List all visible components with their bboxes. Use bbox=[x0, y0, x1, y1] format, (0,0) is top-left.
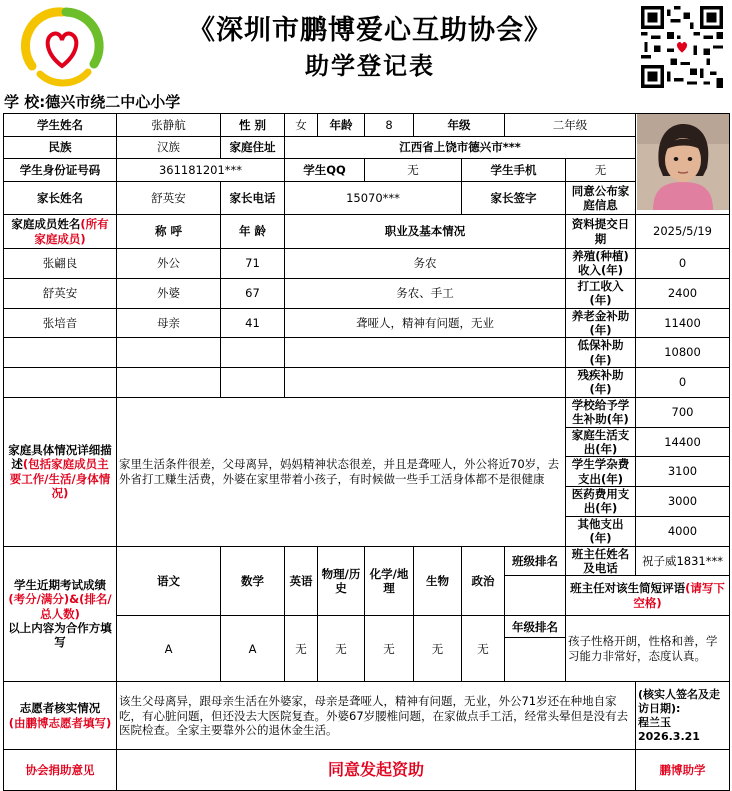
ethnic-label: 民族 bbox=[4, 137, 117, 159]
header bbox=[0, 0, 732, 92]
phone: 无 bbox=[566, 159, 636, 182]
address-label: 家庭住址 bbox=[221, 137, 285, 159]
class-rank-label: 班级排名 bbox=[505, 546, 566, 576]
member-name: 张翩良 bbox=[4, 249, 117, 279]
qq-label: 学生QQ bbox=[285, 159, 365, 182]
teacher-comment-label-a: 班主任对该生简短评语 bbox=[570, 581, 686, 596]
student-name: 张静航 bbox=[117, 114, 221, 137]
grade-rank-label: 年级排名 bbox=[505, 616, 566, 638]
teacher-label: 班主任姓名及电话 bbox=[566, 546, 636, 576]
finance-value: 0 bbox=[636, 249, 730, 279]
verify-label-b: (由鹏博志愿者填写) bbox=[8, 715, 112, 730]
finance-label: 低保补助(年) bbox=[566, 338, 636, 368]
subject-header: 生物 bbox=[414, 546, 462, 616]
title-line-1: 《深圳市鹏博爱心互助协会》 bbox=[188, 15, 552, 46]
finance-label: 打工收入(年) bbox=[566, 278, 636, 308]
teacher-comment-label bbox=[566, 576, 730, 616]
teacher-contact: 祝子威1831*** bbox=[636, 546, 730, 576]
id-number: 361181201*** bbox=[117, 159, 285, 182]
finance-value: 3100 bbox=[636, 457, 730, 487]
verify-label bbox=[4, 682, 117, 750]
subject-header: 英语 bbox=[285, 546, 318, 616]
verifier-name: 程兰玉 bbox=[638, 715, 671, 729]
opinion-text: 同意发起资助 bbox=[117, 750, 636, 791]
finance-label: 养老金补助(年) bbox=[566, 308, 636, 338]
situation-label-a: 家庭具体情况详细描述 bbox=[8, 442, 112, 472]
finance-label: 医药费用支出(年) bbox=[566, 487, 636, 517]
consent-text: 同意公布家庭信息 bbox=[566, 182, 636, 215]
parent-name: 舒英安 bbox=[117, 182, 221, 215]
exam-label-c: 以上内容为合作方填写 bbox=[8, 621, 112, 650]
grade: 二年级 bbox=[505, 114, 636, 137]
finance-value: 3000 bbox=[636, 487, 730, 517]
finance-label: 残疾补助(年) bbox=[566, 368, 636, 398]
registration-form bbox=[3, 113, 730, 791]
submit-date: 2025/5/19 bbox=[636, 215, 730, 249]
verify-signature bbox=[636, 682, 730, 750]
member-job: 务农、手工 bbox=[285, 278, 566, 308]
ethnic: 汉族 bbox=[117, 137, 221, 159]
verify-sign-label: (核实人签名及走访日期): bbox=[638, 688, 721, 715]
grade-label: 年级 bbox=[414, 114, 505, 137]
exam-label-a: 学生近期考试成绩 bbox=[14, 577, 106, 592]
qr-code bbox=[641, 6, 723, 88]
situation-label-b: (包括家庭成员主要工作/生活/身体情况) bbox=[9, 457, 111, 500]
student-photo bbox=[636, 114, 730, 215]
verify-text: 该生父母离异，跟母亲生活在外婆家，母亲是聋哑人，精神有问题，无业，外公71岁还在种地自家吃，有心脏问题，但还没去大医院复查。外婆67岁腰椎问题，在家做点手工活，经常头晕但是没有去医院检查。全家主要靠外公的退休金生活。 bbox=[117, 682, 636, 750]
finance-label: 学校给予学生补助(年) bbox=[566, 397, 636, 427]
age-label: 年龄 bbox=[318, 114, 365, 137]
school-line bbox=[4, 91, 180, 112]
member-name: 舒英安 bbox=[4, 278, 117, 308]
opinion-label: 协会捐助意见 bbox=[4, 750, 117, 791]
score: 无 bbox=[462, 616, 505, 682]
age: 8 bbox=[365, 114, 414, 137]
sex: 女 bbox=[285, 114, 318, 137]
sex-label: 性 别 bbox=[221, 114, 285, 137]
exam-label bbox=[4, 546, 117, 682]
member-relation: 母亲 bbox=[117, 308, 221, 338]
family-members-label-a: 家庭成员姓名 bbox=[11, 217, 81, 232]
teacher-comment: 孩子性格开朗，性格和善，学习能力非常好，态度认真。 bbox=[566, 616, 730, 682]
subject-header: 物理/历史 bbox=[318, 546, 365, 616]
subject-header: 语文 bbox=[117, 546, 221, 616]
situation-label bbox=[4, 397, 117, 546]
finance-value: 2400 bbox=[636, 278, 730, 308]
score: A bbox=[221, 616, 285, 682]
member-job: 聋哑人，精神有问题，无业 bbox=[285, 308, 566, 338]
score: A bbox=[117, 616, 221, 682]
finance-label: 养殖(种植)收入(年) bbox=[566, 249, 636, 279]
parent-sign-label: 家长签字 bbox=[462, 182, 566, 215]
subject-header: 政治 bbox=[462, 546, 505, 616]
member-age: 67 bbox=[221, 278, 285, 308]
finance-value: 700 bbox=[636, 397, 730, 427]
member-relation: 外公 bbox=[117, 249, 221, 279]
school-name: 德兴市绕二中心小学 bbox=[45, 93, 181, 111]
subject-header: 数学 bbox=[221, 546, 285, 616]
id-number-label: 学生身份证号码 bbox=[4, 159, 117, 182]
subject-header: 化学/地理 bbox=[365, 546, 414, 616]
finance-label: 其他支出(年) bbox=[566, 516, 636, 546]
title-line-2: 助学登记表 bbox=[305, 51, 435, 80]
org-name: 鹏博助学 bbox=[636, 750, 730, 791]
phone-label: 学生手机 bbox=[462, 159, 566, 182]
finance-value: 10800 bbox=[636, 338, 730, 368]
verify-date: 2026.3.21 bbox=[638, 729, 700, 743]
member-relation: 外婆 bbox=[117, 278, 221, 308]
finance-value: 0 bbox=[636, 368, 730, 398]
finance-value: 14400 bbox=[636, 427, 730, 457]
parent-phone: 15070*** bbox=[285, 182, 462, 215]
score: 无 bbox=[318, 616, 365, 682]
member-age: 71 bbox=[221, 249, 285, 279]
score: 无 bbox=[414, 616, 462, 682]
exam-label-b: (考分/满分)&(排名/总人数) bbox=[8, 592, 112, 621]
finance-label: 学生学杂费支出(年) bbox=[566, 457, 636, 487]
member-age: 41 bbox=[221, 308, 285, 338]
age-header: 年 龄 bbox=[221, 215, 285, 249]
qq: 无 bbox=[365, 159, 462, 182]
finance-value: 4000 bbox=[636, 516, 730, 546]
submit-date-label: 资料提交日期 bbox=[566, 215, 636, 249]
teacher-comment-label-b: (请写下空格) bbox=[633, 581, 725, 610]
family-members-label-b: (所有家庭成员) bbox=[34, 217, 109, 246]
situation-text: 家里生活条件很差，父母离异，妈妈精神状态很差，并且是聋哑人，外公将近70岁，去外省打工赚生活费，外婆在家里带着小孩子，有时候做一些手工活身体都不是很健康 bbox=[117, 397, 566, 546]
parent-name-label: 家长姓名 bbox=[4, 182, 117, 215]
student-name-label: 学生姓名 bbox=[4, 114, 117, 137]
address: 江西省上饶市德兴市*** bbox=[285, 137, 636, 159]
member-job: 务农 bbox=[285, 249, 566, 279]
job-header: 职业及基本情况 bbox=[285, 215, 566, 249]
finance-value: 11400 bbox=[636, 308, 730, 338]
relation-header: 称 呼 bbox=[117, 215, 221, 249]
verify-label-a: 志愿者核实情况 bbox=[19, 701, 101, 716]
student-photo-image bbox=[637, 114, 729, 210]
family-members-label bbox=[4, 215, 117, 249]
school-label: 学 校: bbox=[4, 93, 46, 111]
member-name: 张培音 bbox=[4, 308, 117, 338]
parent-phone-label: 家长电话 bbox=[221, 182, 285, 215]
association-logo bbox=[20, 4, 104, 88]
finance-label: 家庭生活支出(年) bbox=[566, 427, 636, 457]
score: 无 bbox=[365, 616, 414, 682]
score: 无 bbox=[285, 616, 318, 682]
